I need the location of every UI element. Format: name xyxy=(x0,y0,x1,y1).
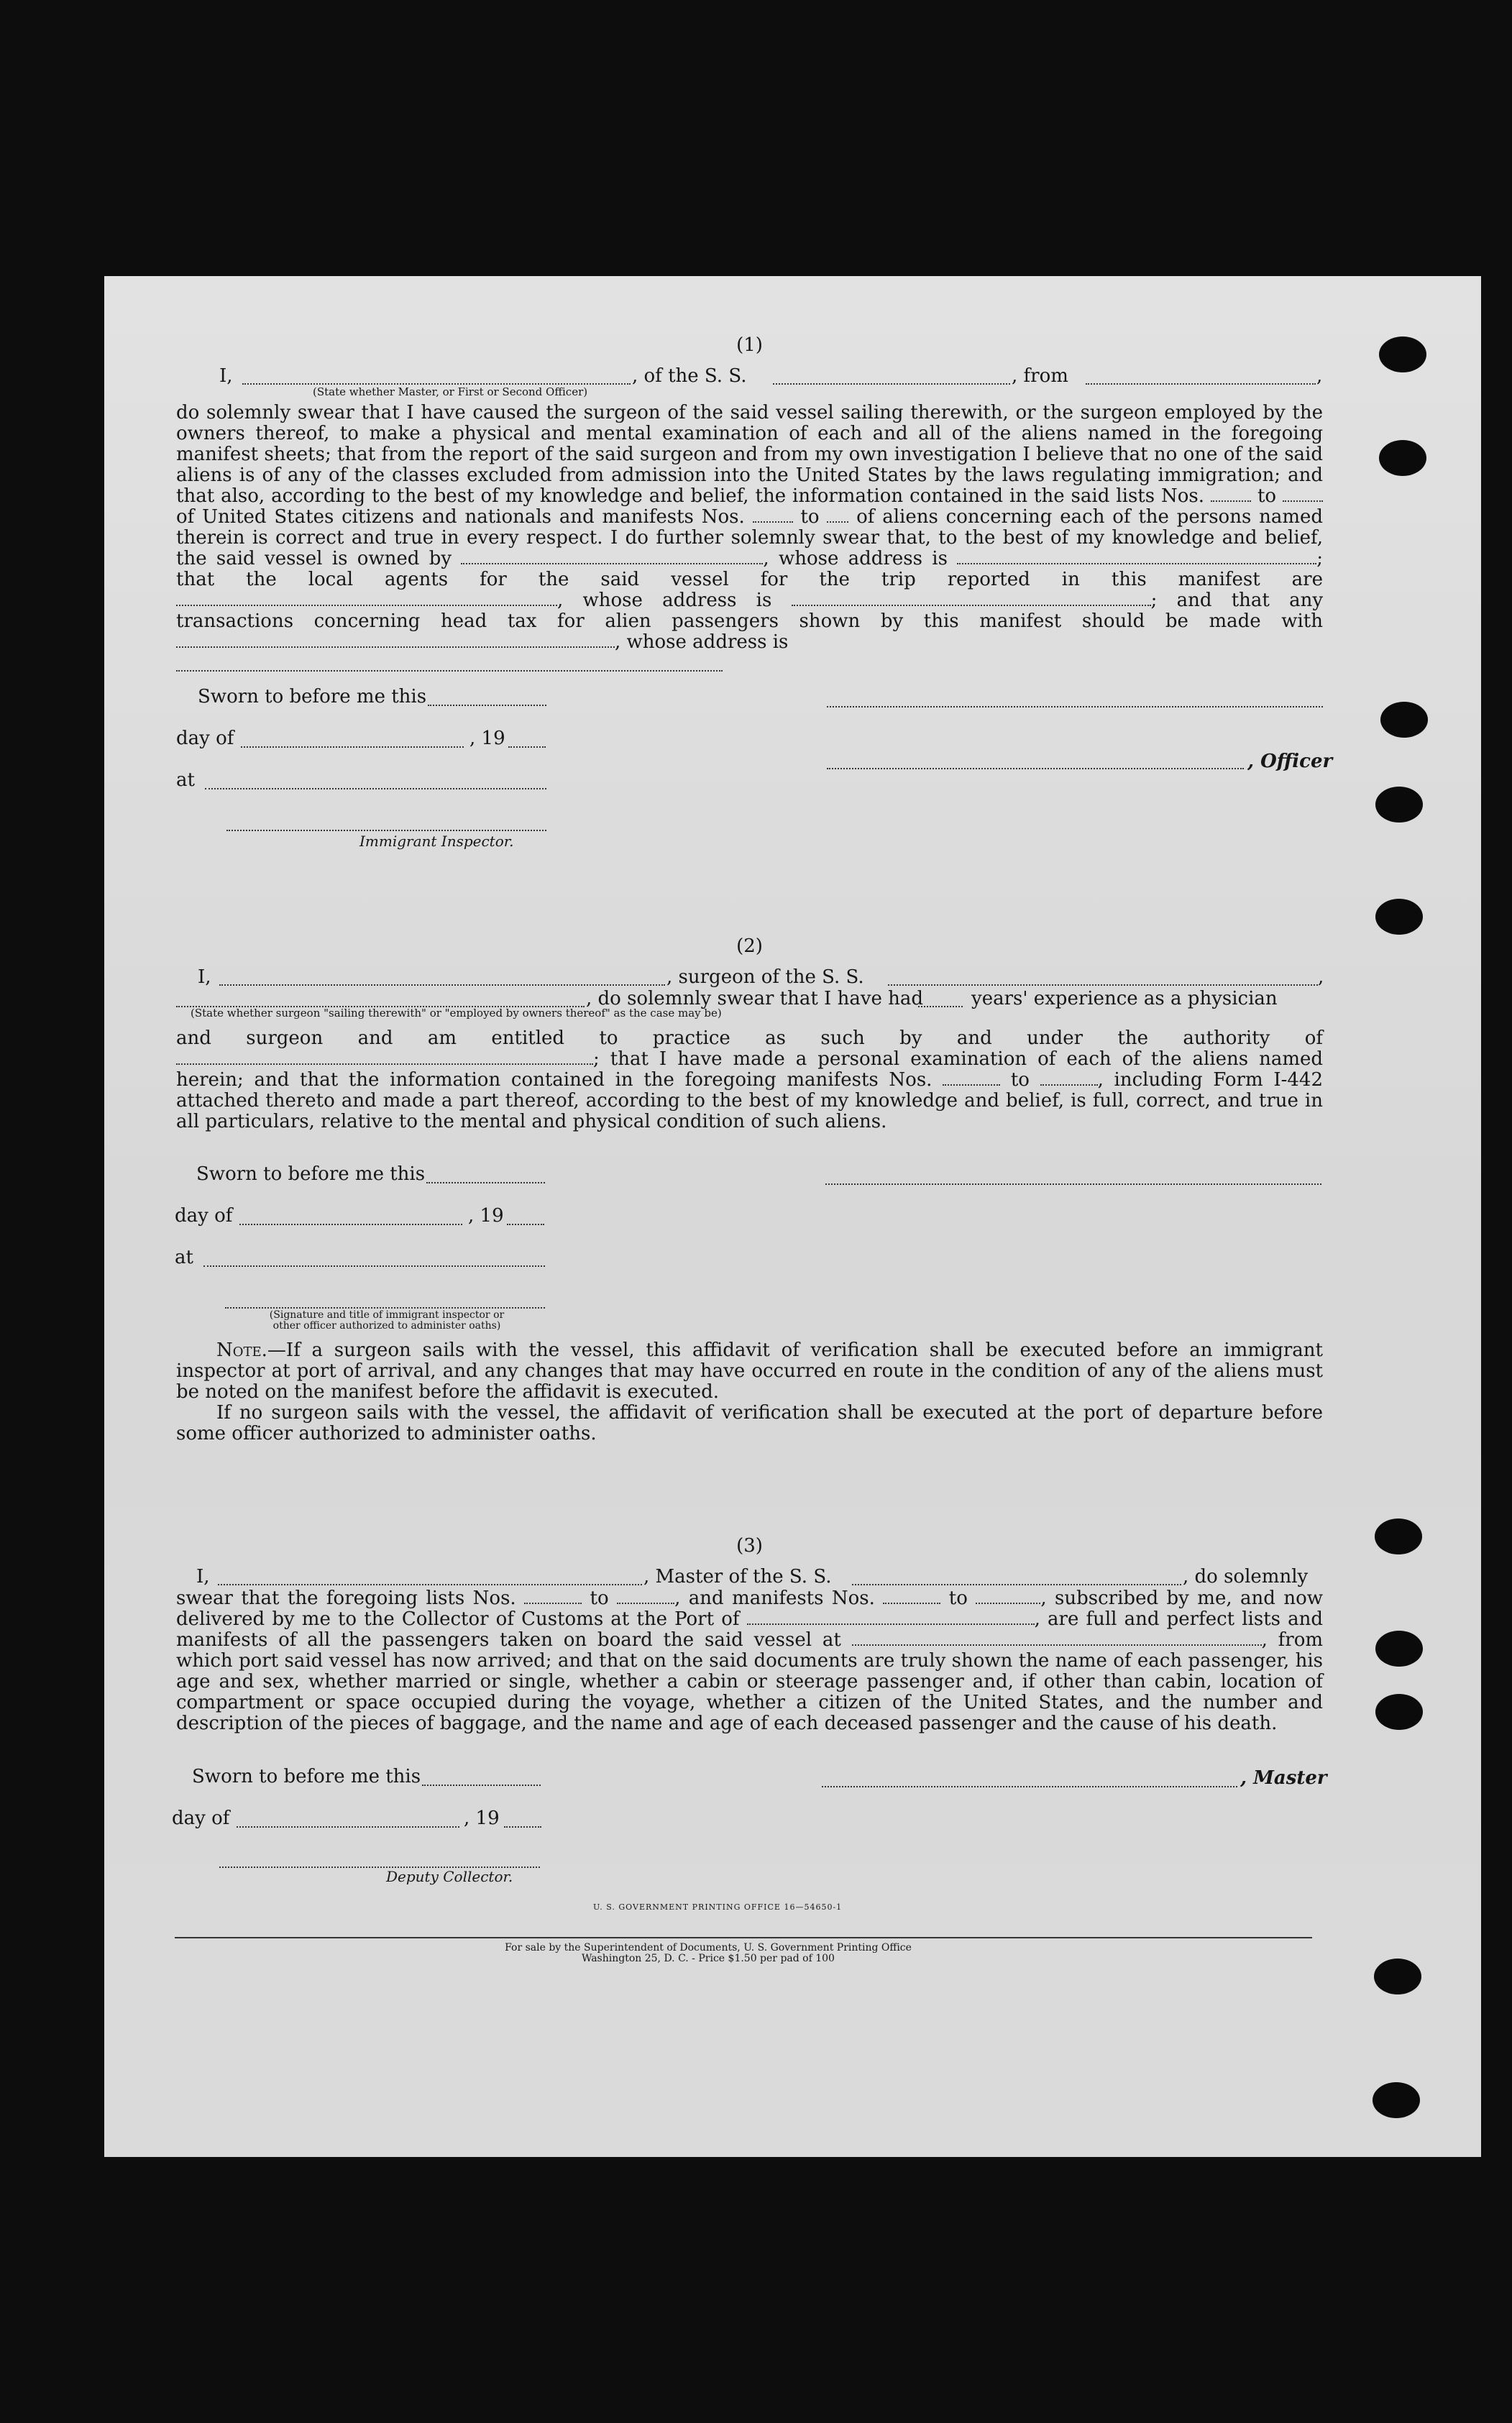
punch-hole xyxy=(1375,1519,1422,1554)
punch-hole xyxy=(1375,899,1423,935)
lists-from-field[interactable] xyxy=(524,1588,582,1604)
punch-hole xyxy=(1373,2082,1420,2118)
section-1-body: do solemnly swear that I have caused the surgeon of the said vessel sailing therewith, or the surgeon employed by the owners thereof, to make a physical and mental examination of each and all of the aliens named in the foregoing manifest sheets; that from the report of the said surgeon and from my own investigation I believe that no one of the said aliens is of any of the classes excluded from admission into the United States by the laws regulating immigration; and that also, according to the best of my knowledge and belief, the information contained in the said lists Nos. to of United States citizens and nationals and manifests Nos. to of aliens concerning each of the persons named therein is correct and true in every respect. I do further solemnly swear that, to the best of my knowledge and belief, the said vessel is owned by , whose address is ; that the local agents for the said vessel for the trip reported in this manifest are , whose address is ; and that any transactions concerning head tax for alien passengers shown by this manifest should be made with , whose address is xyxy=(176,402,1324,653)
year-field[interactable] xyxy=(504,1826,541,1828)
boarding-port-field[interactable] xyxy=(852,1630,1262,1646)
authority-field[interactable] xyxy=(176,1049,593,1065)
section-number: (1) xyxy=(736,334,763,356)
day-of-label: day of xyxy=(176,728,234,749)
punch-hole xyxy=(1374,1959,1421,1994)
year-label: , 19 xyxy=(464,1808,500,1829)
year-field[interactable] xyxy=(508,746,546,748)
lists-to-field[interactable] xyxy=(1283,486,1323,502)
manifest-to-field[interactable] xyxy=(827,507,848,523)
officer-title-field[interactable] xyxy=(827,768,1244,769)
master-oath-line: I, , Master of the S. S. , do solemnly xyxy=(196,1566,1309,1588)
at-label: at xyxy=(175,1247,193,1268)
lists-from-field[interactable] xyxy=(1211,486,1251,502)
signature-note: (Signature and title of immigrant inspector or other officer authorized to administer oaths) xyxy=(269,1309,505,1332)
punch-hole xyxy=(1375,1694,1423,1730)
affidavit-section-2 xyxy=(176,936,1323,1132)
local-agents-field[interactable] xyxy=(176,590,557,606)
section-number: (3) xyxy=(736,1535,763,1557)
port-field[interactable] xyxy=(747,1609,1035,1625)
sworn-date-field[interactable] xyxy=(422,1785,541,1786)
day-of-label: day of xyxy=(175,1205,233,1227)
surgeon-oath-line: I, , surgeon of the S. S. , xyxy=(198,966,1324,988)
head-tax-contact-field[interactable] xyxy=(176,632,615,648)
owner-field[interactable] xyxy=(461,549,763,564)
officer-label: , Officer xyxy=(1247,751,1333,772)
gpo-imprint: U. S. GOVERNMENT PRINTING OFFICE 16—54650-1 xyxy=(593,1902,843,1912)
lists-to-field[interactable] xyxy=(617,1588,674,1604)
master-name-field[interactable] xyxy=(242,369,631,385)
at-label: at xyxy=(176,769,195,791)
oath-officer-signature-field[interactable] xyxy=(225,1307,545,1309)
master-signature-field[interactable] xyxy=(822,1786,1237,1787)
punch-hole xyxy=(1375,787,1423,823)
from-port-field[interactable] xyxy=(1086,369,1316,385)
punch-hole xyxy=(1379,440,1426,476)
sale-notice: For sale by the Superintendent of Documents, U. S. Government Printing Office Washington 25, D. C. - Price $1.50 per pad of 100 xyxy=(505,1942,912,1964)
master-oath-line: I, , of the S. S. , from , xyxy=(219,365,1323,387)
note-text: —If a surgeon sails with the vessel, this affidavit of verification shall be executed before an immigrant inspector at port of arrival, and any changes that may have occurred en route in the condition of any of the aliens must be noted on the manifest before the affidavit is executed. xyxy=(176,1339,1323,1403)
day-of-label: day of xyxy=(172,1808,230,1829)
surgeon-of-label: , surgeon of the S. S. xyxy=(666,966,864,988)
year-label: , 19 xyxy=(468,1205,504,1227)
surgeon-name-field[interactable] xyxy=(219,970,665,986)
master-name-field[interactable] xyxy=(218,1570,642,1585)
manifests-from-field[interactable] xyxy=(883,1588,940,1604)
section-3-body: swear that the foregoing lists Nos. to , and manifests Nos. to , subscribed by me, and now delivered by me to the Collector of Customs at the Port of , are full and perfect lists and manifests of all the passengers taken on board the said vessel at , from which port said vessel has now arrived; and that on the said documents are truly shown the name of each passenger, his age and sex, whether married or single, whether a cabin or steerage passenger and, if other than cabin, location of compartment or space occupied during the voyage, whether a citizen of the United States, and the number and description of the pieces of baggage, and the name and age of each deceased passenger and the cause of his death. xyxy=(176,1588,1324,1734)
ship-name-field[interactable] xyxy=(773,369,1010,385)
month-field[interactable] xyxy=(241,746,464,748)
note-label: Note. xyxy=(216,1339,267,1361)
manifest-from-field[interactable] xyxy=(753,507,793,523)
sworn-line: Sworn to before me this xyxy=(192,1766,421,1787)
manifests-from-field[interactable] xyxy=(943,1070,1000,1086)
head-tax-address-field[interactable] xyxy=(176,656,723,672)
month-field[interactable] xyxy=(237,1826,459,1828)
surgeon-signature-field[interactable] xyxy=(825,1183,1321,1185)
location-field[interactable] xyxy=(205,788,546,789)
master-label: , Master xyxy=(1240,1767,1327,1789)
years-experience-field[interactable] xyxy=(918,991,963,1007)
punch-hole xyxy=(1379,336,1426,372)
section-number: (2) xyxy=(736,935,763,957)
sworn-date-field[interactable] xyxy=(428,705,546,706)
officer-signature-field[interactable] xyxy=(827,706,1323,707)
inspector-title: Immigrant Inspector. xyxy=(359,833,514,850)
punch-hole xyxy=(1375,1631,1423,1667)
year-label: , 19 xyxy=(469,728,505,749)
manifests-to-field[interactable] xyxy=(1040,1070,1098,1086)
manifests-to-field[interactable] xyxy=(976,1588,1040,1604)
state-note: (State whether Master, or First or Second Officer) xyxy=(313,385,588,398)
month-field[interactable] xyxy=(239,1224,462,1225)
collector-title: Deputy Collector. xyxy=(386,1868,513,1885)
affidavit-section-3 xyxy=(176,1536,1323,1734)
year-field[interactable] xyxy=(507,1224,544,1225)
sworn-date-field[interactable] xyxy=(426,1182,545,1183)
note-section xyxy=(176,1340,1323,1444)
agents-address-field[interactable] xyxy=(792,590,1151,606)
inspector-signature-field[interactable] xyxy=(226,830,546,831)
surgeon-experience-line: , do solemnly swear that I have had years' experience as a physician xyxy=(176,989,1323,1010)
punch-hole xyxy=(1380,702,1428,738)
of-ship-label: , of the S. S. xyxy=(632,365,747,387)
note-text-2: If no surgeon sails with the vessel, the affidavit of verification shall be executed at the port of departure before some officer authorized to administer oaths. xyxy=(176,1402,1323,1444)
ship-name-field[interactable] xyxy=(888,970,1318,986)
from-label: , from xyxy=(1012,365,1068,387)
footer-rule xyxy=(175,1937,1312,1938)
form-sheet xyxy=(104,276,1481,2157)
location-field[interactable] xyxy=(203,1265,545,1267)
surgeon-state-note: (State whether surgeon "sailing therewith" or "employed by owners thereof" as the case may be) xyxy=(191,1007,722,1020)
sworn-line: Sworn to before me this xyxy=(196,1163,426,1185)
affidavit-section-1 xyxy=(176,335,1323,672)
surgeon-status-field[interactable] xyxy=(176,991,585,1007)
pronoun-label: I, xyxy=(219,365,233,387)
sworn-line: Sworn to before me this xyxy=(198,686,427,707)
owner-address-field[interactable] xyxy=(957,549,1316,564)
section-2-body: and surgeon and am entitled to practice as such by and under the authority of ; that I have made a personal examination of each of the aliens named herein; and that the information contained in the foregoing manifests Nos. to , including Form I-442 attached thereto and made a part thereof, according to the best of my knowledge and belief, is full, correct, and true in all particulars, relative to the mental and physical condition of such aliens. xyxy=(176,1027,1324,1132)
ship-name-field[interactable] xyxy=(852,1570,1181,1585)
